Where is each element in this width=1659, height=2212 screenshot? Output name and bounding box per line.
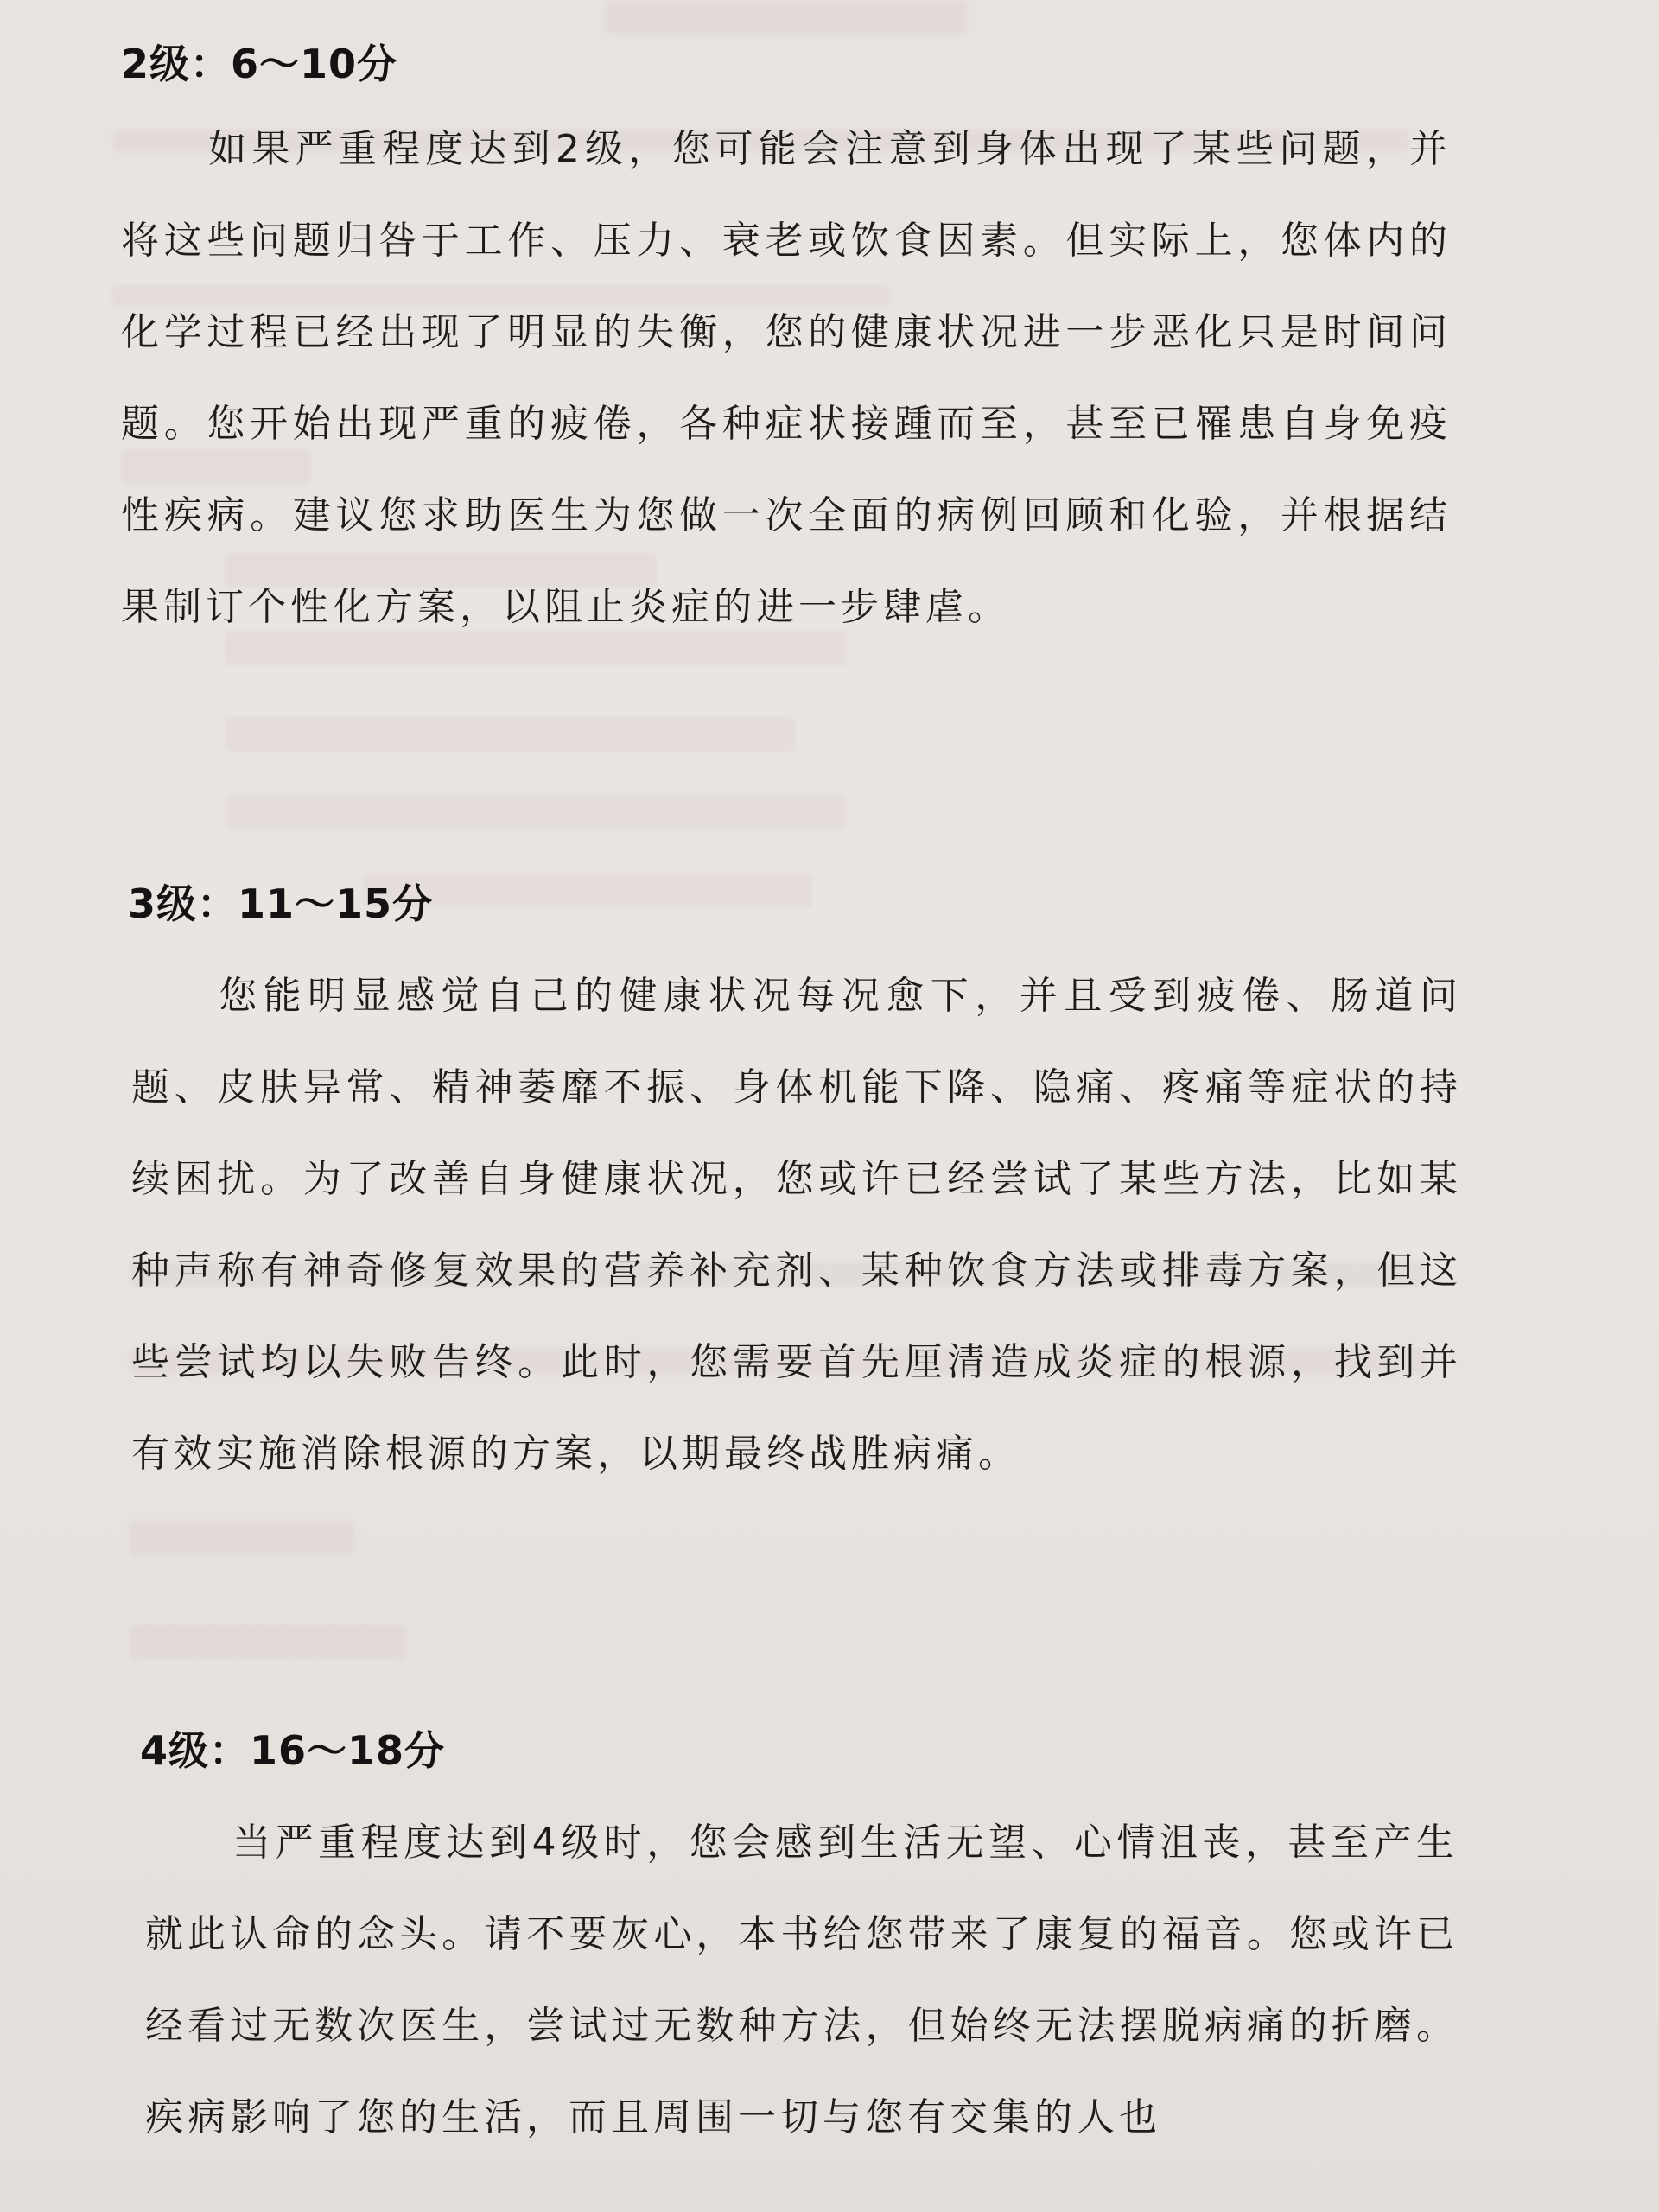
section-paragraph-level-4: 当严重程度达到4级时，您会感到生活无望、心情沮丧，甚至产生就此认命的念头。请不要灰心，本书给您带来了康复的福音。您或许已经看过无数次医生，尝试过无数种方法，但始终无法摆脱病痛的折磨。疾病影响了您的生活，而且周围一切与您有交集的人也	[145, 1821, 1459, 2139]
section-paragraph-level-3: 您能明显感觉自己的健康状况每况愈下，并且受到疲倦、肠道问题、皮肤异常、精神萎靡不振、身体机能下降、隐痛、疼痛等症状的持续困扰。为了改善自身健康状况，您或许已经尝试了某些方法，比如某种声称有神奇修复效果的营养补充剂、某种饮食方法或排毒方案，但这些尝试均以失败告终。此时，您需要首先厘清造成炎症的根源，找到并有效实施消除根源的方案，以期最终战胜病痛。	[131, 974, 1462, 1476]
section-heading-level-4: 4级：16～18分	[140, 1727, 446, 1774]
section-heading-level-3: 3级：11～15分	[128, 880, 434, 927]
section-heading-level-2: 2级：6～10分	[121, 41, 398, 87]
section-paragraph-level-2: 如果严重程度达到2级，您可能会注意到身体出现了某些问题，并将这些问题归咎于工作、压力、衰老或饮食因素。但实际上，您体内的化学过程已经出现了明显的失衡，您的健康状况进一步恶化只是时间问题。您开始出现严重的疲倦，各种症状接踵而至，甚至已罹患自身免疫性疾病。建议您求助医生为您做一次全面的病例回顾和化验，并根据结果制订个性化方案，以阻止炎症的进一步肆虐。	[121, 127, 1452, 629]
